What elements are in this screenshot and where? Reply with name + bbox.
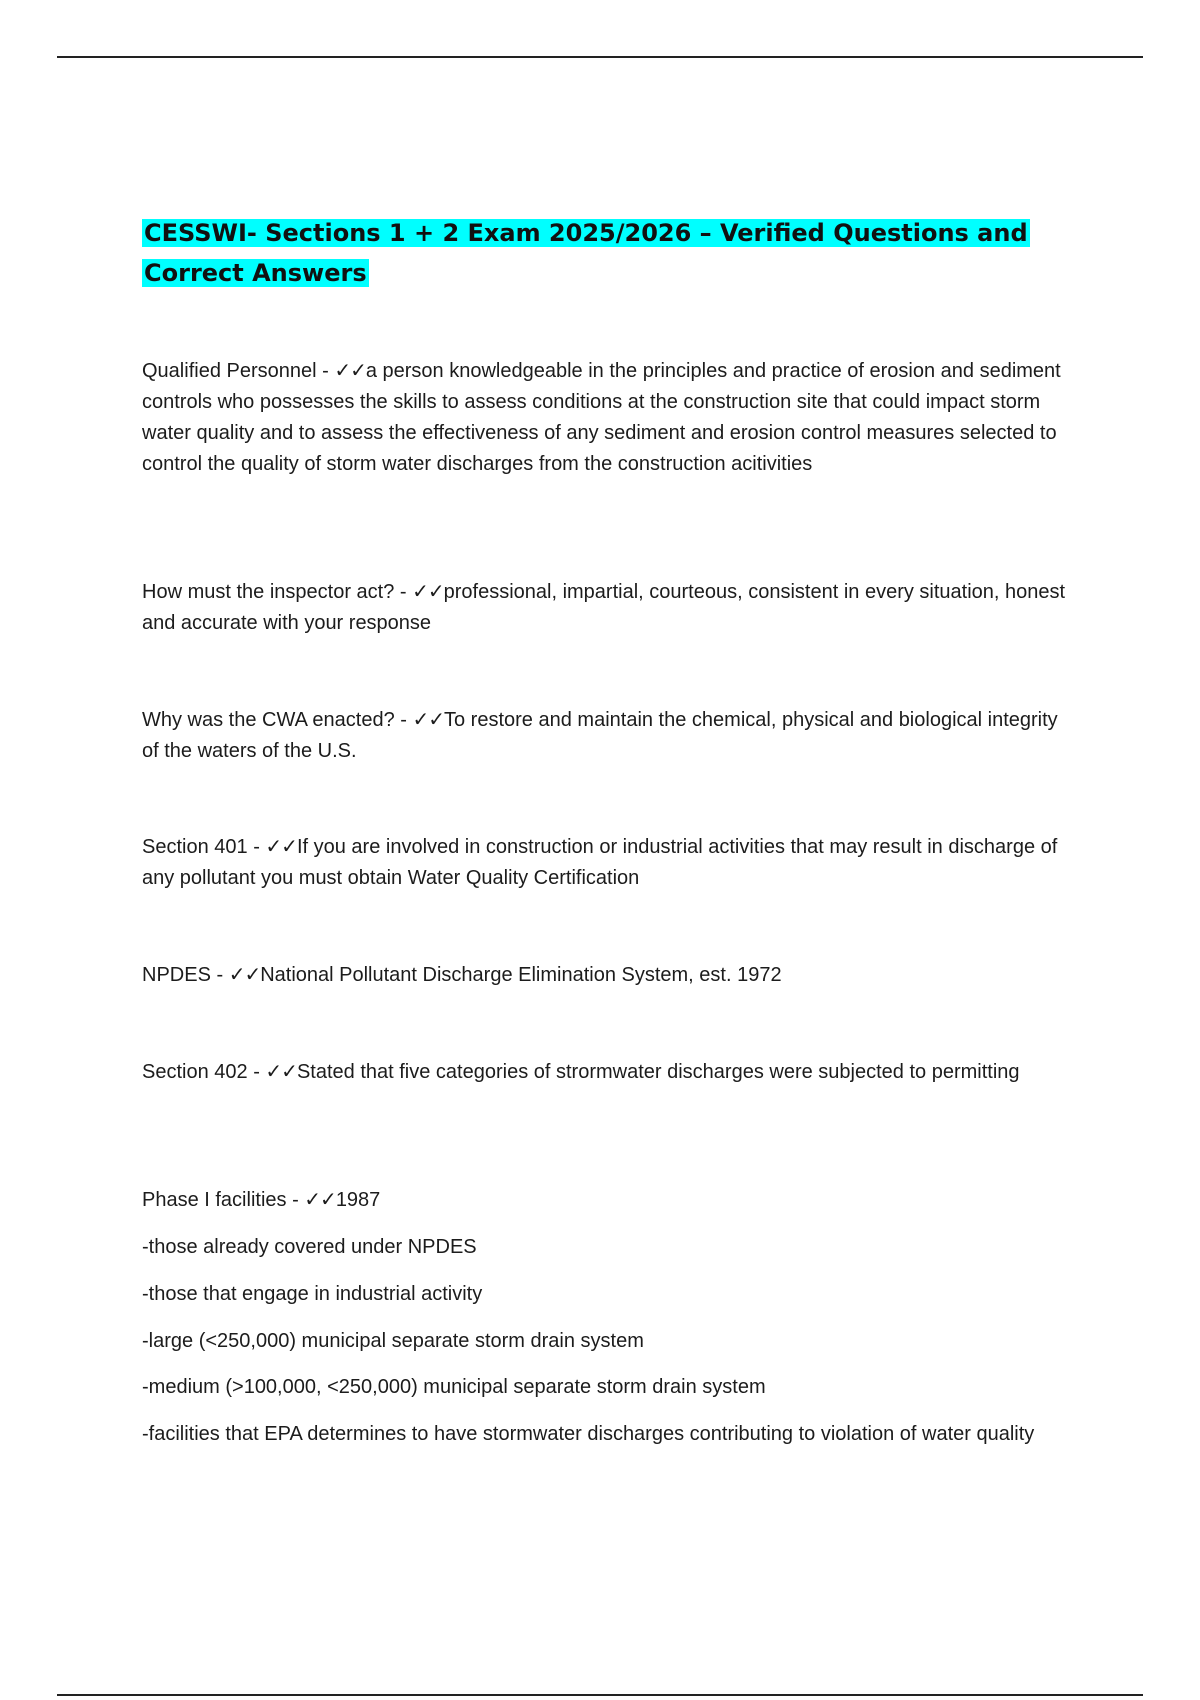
qa-answer: To restore and maintain the chemical, physical and biological integrity of the waters of the U.S.: [142, 709, 1058, 762]
document-header: [142, 213, 1072, 293]
list-item: -those already covered under NPDES: [142, 1236, 477, 1258]
qa-text: [142, 705, 1072, 767]
qa-answer: Stated that five categories of strormwater discharges were subjected to permitting: [296, 1061, 1020, 1083]
qa-text: [142, 356, 1072, 480]
qa-entry: [142, 705, 1072, 767]
footer-rule: [57, 1694, 1143, 1696]
qa-answer: National Pollutant Discharge Elimination System, est. 1972: [260, 964, 782, 986]
qa-text: [142, 1185, 1072, 1216]
check-icon: ✓✓: [265, 1061, 297, 1083]
qa-entry: [142, 577, 1072, 639]
qa-answer: a person knowledgeable in the principles and practice of erosion and sediment controls who possesses the skills to assess conditions at the construction site that could impact storm water quality and to assess the effectiveness of any sediment and erosion control measures selected to control the quality of storm water discharges from the construction acitivities: [142, 360, 1061, 475]
qa-term: Why was the CWA enacted? -: [142, 709, 413, 731]
document-title-highlight: CESSWI- Sections 1 + 2 Exam 2025/2026 – Verified Questions and Correct Answers: [144, 219, 1028, 287]
qa-entry: [142, 832, 1072, 894]
check-icon: ✓✓: [412, 581, 444, 603]
list-item: -large (<250,000) municipal separate storm drain system: [142, 1330, 644, 1352]
check-icon: ✓✓: [228, 964, 261, 986]
list-item: -facilities that EPA determines to have stormwater discharges contributing to violation of water quality: [142, 1423, 1035, 1445]
check-icon: ✓✓: [412, 709, 444, 731]
qa-entry: [142, 960, 1072, 991]
qa-term: NPDES -: [142, 964, 229, 986]
header-rule: [57, 56, 1143, 58]
qa-term: Section 401 -: [142, 836, 266, 858]
check-icon: ✓✓: [304, 1189, 336, 1211]
qa-term: How must the inspector act? -: [142, 581, 413, 603]
qa-term: Phase I facilities -: [142, 1189, 305, 1211]
qa-entry: [142, 356, 1072, 480]
qa-text: [142, 577, 1072, 639]
qa-text: [142, 960, 1072, 991]
qa-answer: 1987: [335, 1189, 381, 1211]
document-title: [142, 213, 1072, 293]
qa-answer: professional, impartial, courteous, consistent in every situation, honest and accurate with your response: [142, 581, 1066, 634]
check-icon: ✓✓: [265, 836, 297, 858]
qa-term: Section 402 -: [142, 1061, 266, 1083]
list-item: -those that engage in industrial activity: [142, 1283, 483, 1305]
list-item: -medium (>100,000, <250,000) municipal separate storm drain system: [142, 1376, 766, 1398]
qa-entry: [142, 1185, 1072, 1445]
qa-term: Qualified Personnel -: [142, 360, 335, 382]
qa-text: [142, 1057, 1072, 1088]
check-icon: ✓✓: [334, 360, 366, 382]
qa-text: [142, 832, 1072, 894]
qa-entry: [142, 1057, 1072, 1088]
qa-answer: If you are involved in construction or industrial activities that may result in discharge of any pollutant you must obtain Water Quality Certification: [142, 836, 1058, 889]
